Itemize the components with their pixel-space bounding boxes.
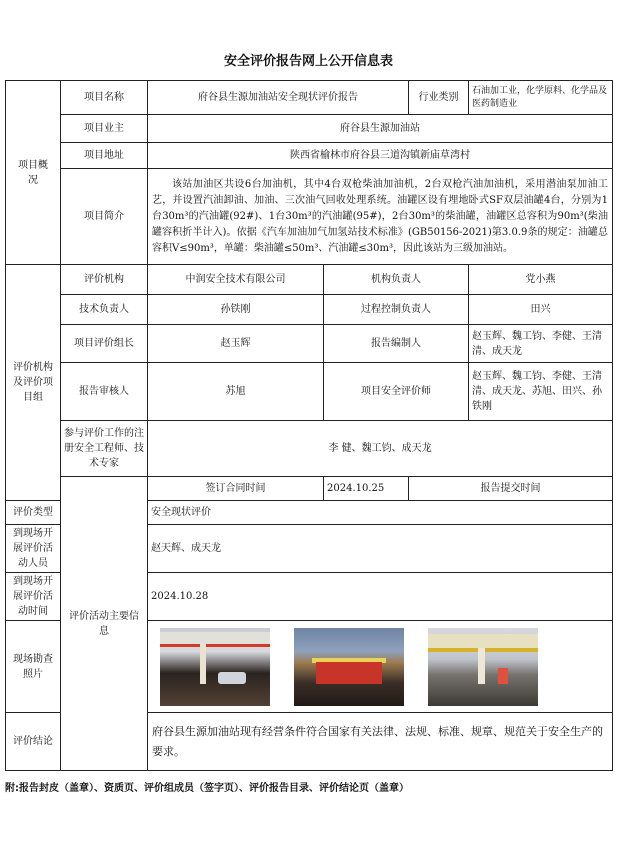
report-writer-value: 赵玉辉、魏工钧、李健、王清清、成天龙 [469,325,613,363]
page-title: 安全评价报告网上公开信息表 [223,54,393,69]
engineers-value: 李 健、魏工钧、成天龙 [148,421,613,477]
section-org-label: 评价机构及评价项目组 [6,265,61,501]
site-people-value: 赵天辉、成天龙 [148,525,613,573]
site-time-value: 2024.10.28 [148,573,613,621]
process-lead-value: 田兴 [469,295,613,325]
engineers-label: 参与评价工作的注册安全工程师、技术专家 [61,421,148,477]
tech-lead-value: 孙铁刚 [148,295,324,325]
intro-text: 该站加油区共设6台加油机，其中4台双枪柴油加油机，2台双枪汽油加油机，采用潜油泵加油工艺，并设置汽油卸油、加油、三次油气回收处理系统。油罐区设有埋地卧式SF双层油罐4台，分别为1台30m³的汽油罐(92#)、1台30m³的汽油罐(95#)，2台30m³的柴油罐，油罐区总容积为90m³(柴油罐容积折半计入)。依据《汽车加油加气加氢站技术标准》(GB50156-2021)第3.0.9条的规定：油罐总容积V≤90m³，单罐：柴油罐≤50m³、汽油罐≤30m³，因此该站为三级加油站。 [148,169,613,265]
footnote: 附:报告封皮（盖章）、资质页、评价组成员（签字页）、评价报告目录、评价结论页（盖章） [5,783,409,794]
team-leader-value: 赵玉辉 [148,325,324,363]
section-project-label: 项目概况 [6,81,61,265]
project-name: 府谷县生源加油站安全现状评价报告 [148,81,409,115]
process-lead-label: 过程控制负责人 [324,295,469,325]
owner-label: 项目业主 [61,115,148,143]
eval-type-label: 评价类型 [6,501,61,525]
assessor-label: 项目安全评价师 [324,363,469,421]
head-value: 党小燕 [469,265,613,295]
tech-lead-label: 技术负责人 [61,295,148,325]
conclusion-label: 评价结论 [6,713,61,771]
agency-label: 评价机构 [61,265,148,295]
site-people-label: 到现场开展评价活动人员 [6,525,61,573]
address-label: 项目地址 [61,143,148,169]
contract-date-value: 2024.10.25 [324,477,409,501]
team-leader-label: 项目评价组长 [61,325,148,363]
industry-label: 行业类别 [409,81,469,115]
section-activity-label: 评价活动主要信 息 [61,477,148,771]
assessor-value: 赵玉辉、魏工钧、李健、王清清、成天龙、苏旭、田兴、孙铁刚 [469,363,613,421]
site-photo-1 [160,628,270,706]
conclusion-value: 府谷县生源加油站现有经营条件符合国家有关法律、法规、标准、规章、规范关于安全生产的要求。 [148,713,613,771]
address-value: 陕西省榆林市府谷县三道沟镇新庙草湾村 [148,143,613,169]
project-name-label: 项目名称 [61,81,148,115]
site-photos-label: 现场勘查照片 [6,621,61,713]
intro-label: 项目简介 [61,169,148,265]
industry-value: 石油加工业，化学原料、化学品及医药制造业 [469,81,613,115]
eval-type-value: 安全现状评价 [148,501,613,525]
owner-value: 府谷县生源加油站 [148,115,613,143]
agency-value: 中润安全技术有限公司 [148,265,324,295]
site-photos [148,621,613,713]
report-writer-label: 报告编制人 [324,325,469,363]
site-photo-2 [294,628,404,706]
contract-date-label: 签订合同时间 [148,477,324,501]
head-label: 机构负责人 [324,265,469,295]
submit-date-label: 报告提交时间 [409,477,613,501]
info-table [5,80,613,771]
reviewer-label: 报告审核人 [61,363,148,421]
site-photo-3 [428,628,538,706]
site-time-label: 到现场开展评价活动时间 [6,573,61,621]
reviewer-value: 苏旭 [148,363,324,421]
